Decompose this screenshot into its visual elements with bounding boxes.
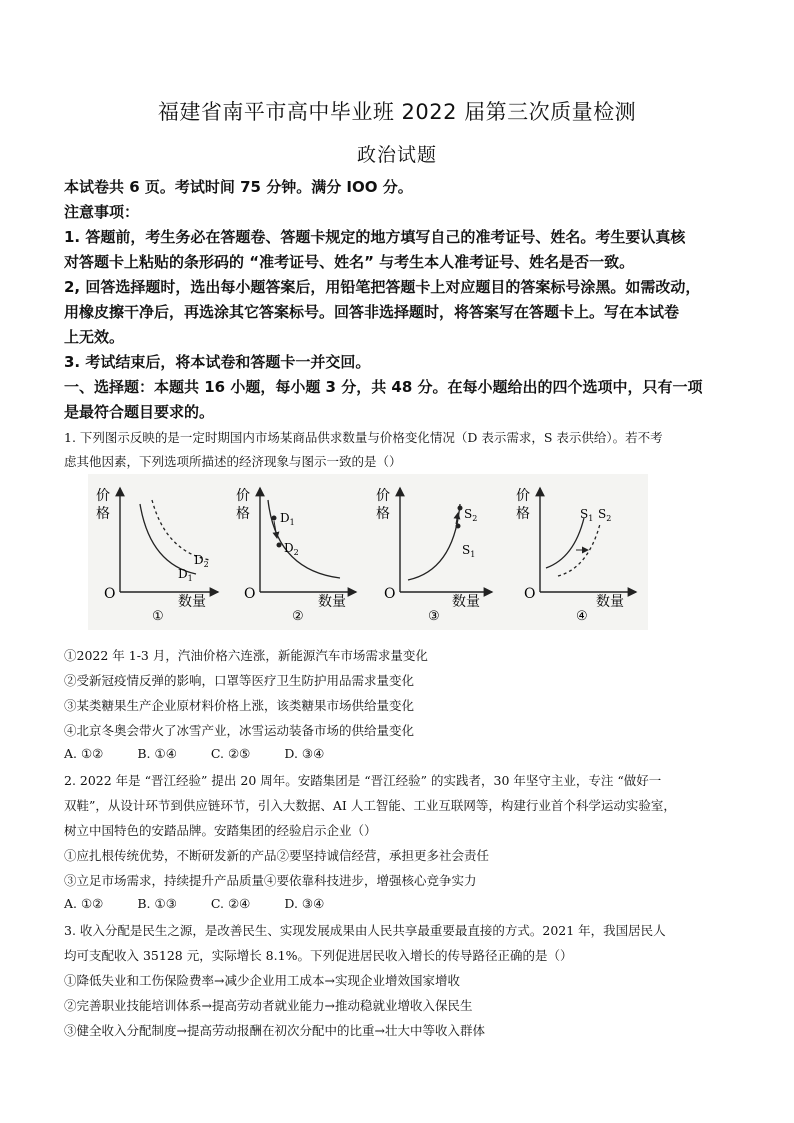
graph-2-curve bbox=[268, 500, 340, 578]
graph-1-label-d1: $D_1$ bbox=[178, 567, 193, 583]
q1-statement-4: ④北京冬奥会带火了冰雪产业，冰雪运动装备市场的供给量变化 bbox=[64, 723, 415, 738]
q1-options bbox=[64, 746, 732, 761]
graph-2-number: ② bbox=[292, 609, 304, 624]
q2-option-d[interactable]: D. ③④ bbox=[284, 896, 325, 911]
graph-2-point-d1 bbox=[272, 516, 277, 521]
q3-stem-b: 均可支配收入 35128 元，实际增长 8.1%。下列促进居民收入增长的传导路径正确的是（） bbox=[64, 948, 573, 963]
graph-1 bbox=[96, 488, 218, 624]
graph-4-number: ④ bbox=[576, 609, 588, 624]
graph-3-label-s2: $S_2$ bbox=[464, 507, 478, 523]
notice-2c: 上无效。 bbox=[64, 328, 125, 346]
q2-stem-a: 2. 2022 年是 “晋江经验” 提出 20 周年。安踏集团是 “晋江经验” 的实践者，30 年坚守主业，专注 “做好一 bbox=[64, 773, 662, 788]
q1-graphs-svg bbox=[88, 474, 648, 630]
q2-option-b[interactable]: B. ①③ bbox=[137, 896, 177, 911]
q3-stem-a: 3. 收入分配是民生之源，是改善民生、实现发展成果由人民共享最重要最直接的方式。2021 年，我国居民人 bbox=[64, 923, 666, 938]
graph-4-xlabel: 数量 bbox=[596, 594, 624, 610]
section-1-heading-a: 一、选择题：本题共 16 小题，每小题 3 分，共 48 分。在每小题给出的四个选项中，只有一项 bbox=[64, 378, 703, 396]
q2-stem-c: 树立中国特色的安踏品牌。安踏集团的经验启示企业（） bbox=[64, 823, 377, 838]
q2-option-c[interactable]: C. ②④ bbox=[210, 896, 251, 911]
graph-4-label-s1: $S_1$ bbox=[580, 507, 594, 523]
graph-1-ylabel-b: 格 bbox=[96, 506, 110, 522]
graph-3 bbox=[376, 488, 492, 624]
notice-1b: 对答题卡上粘贴的条形码的 “准考证号、姓名” 与考生本人准考证号、姓名是否一致。 bbox=[64, 253, 635, 271]
graph-2-ylabel-a: 价 bbox=[236, 488, 250, 504]
q2-options bbox=[64, 896, 732, 911]
exam-subtitle: 政治试题 bbox=[356, 144, 437, 166]
q1-statement-3: ③某类糖果生产企业原材料价格上涨，该类糖果市场供给量变化 bbox=[64, 698, 415, 713]
graph-2-label-d1: $D_1$ bbox=[280, 511, 295, 527]
graph-3-curve bbox=[408, 504, 460, 580]
q2-option-a[interactable]: A. ①② bbox=[64, 896, 104, 911]
graph-4-ylabel-b: 格 bbox=[516, 506, 530, 522]
graph-3-ylabel-b: 格 bbox=[376, 506, 390, 522]
graph-4-ylabel-a: 价 bbox=[516, 488, 530, 504]
graph-3-number: ③ bbox=[428, 609, 440, 624]
q1-option-b[interactable]: B. ①④ bbox=[137, 746, 177, 761]
graph-1-curve-d1 bbox=[140, 504, 196, 574]
graph-4 bbox=[516, 488, 636, 624]
graph-4-origin: O bbox=[524, 586, 536, 602]
notice-1a: 1. 答题前，考生务必在答题卷、答题卡规定的地方填写自己的准考证号、姓名。考生要认真核 bbox=[64, 228, 686, 246]
graph-2-label-d2: $D_2$ bbox=[284, 541, 299, 557]
graph-3-xlabel: 数量 bbox=[452, 594, 480, 610]
q1-option-d[interactable]: D. ③④ bbox=[284, 746, 325, 761]
graph-3-label-s1: $S_1$ bbox=[462, 543, 476, 559]
graph-1-curve-d2 bbox=[152, 500, 210, 560]
graph-1-label-d2: $D_2$ bbox=[194, 553, 209, 569]
graph-4-label-s2: $S_2$ bbox=[598, 507, 612, 523]
q3-statement-2: ②完善职业技能培训体系→提高劳动者就业能力→推动稳就业增收入保民生 bbox=[64, 998, 473, 1013]
q1-stem-a: 1. 下列图示反映的是一定时期国内市场某商品供求数量与价格变化情况（D 表示需求，S 表示供给）。若不考 bbox=[64, 430, 663, 445]
q1-statement-2: ②受新冠疫情反弹的影响，口罩等医疗卫生防护用品需求量变化 bbox=[64, 673, 415, 688]
section-1-heading-b: 是最符合题目要求的。 bbox=[64, 403, 215, 421]
exam-info: 本试卷共 6 页。考试时间 75 分钟。满分 IOO 分。 bbox=[64, 178, 413, 196]
graph-2-origin: O bbox=[244, 586, 256, 602]
notice-2a: 2, 回答选择题时，选出每小题答案后，用铅笔把答题卡上对应题目的答案标号涂黑。如需改动， bbox=[64, 278, 701, 296]
graph-1-origin: O bbox=[104, 586, 116, 602]
graph-1-number: ① bbox=[152, 609, 164, 624]
q3-statement-3: ③健全收入分配制度→提高劳动报酬在初次分配中的比重→壮大中等收入群体 bbox=[64, 1023, 485, 1038]
q1-figure bbox=[88, 474, 648, 630]
graph-3-ylabel-a: 价 bbox=[376, 488, 390, 504]
graph-2-point-d2 bbox=[277, 543, 282, 548]
graph-4-curve-s1 bbox=[546, 518, 584, 568]
exam-title: 福建省南平市高中毕业班 2022 届第三次质量检测 bbox=[157, 100, 637, 124]
q1-stem-b: 虑其他因素，下列选项所描述的经济现象与图示一致的是（） bbox=[64, 454, 402, 469]
graph-2 bbox=[236, 488, 356, 624]
q2-stem-b: 双鞋”，从设计环节到供应链环节，引入大数据、AI 人工智能、工业互联网等，构建行业首个科学运动实验室， bbox=[64, 798, 676, 813]
q2-statement-1: ①应扎根传统优势，不断研发新的产品②要坚持诚信经营，承担更多社会责任 bbox=[64, 848, 490, 863]
q1-statement-1: ①2022 年 1-3 月，汽油价格六连涨，新能源汽车市场需求量变化 bbox=[64, 648, 428, 663]
graph-3-point-s2 bbox=[458, 506, 463, 511]
notice-2b: 用橡皮擦干净后，再选涂其它答案标号。回答非选择题时，将答案写在答题卡上。写在本试卷 bbox=[64, 303, 680, 321]
graph-2-xlabel: 数量 bbox=[318, 594, 346, 610]
graph-1-ylabel-a: 价 bbox=[96, 488, 110, 504]
graph-2-ylabel-b: 格 bbox=[236, 506, 250, 522]
notice-title: 注意事项： bbox=[64, 203, 140, 221]
q1-option-a[interactable]: A. ①② bbox=[64, 746, 104, 761]
graph-3-point-s1 bbox=[456, 524, 461, 529]
q2-statement-2: ③立足市场需求，持续提升产品质量④要依靠科技进步，增强核心竞争实力 bbox=[64, 873, 477, 888]
graph-3-origin: O bbox=[384, 586, 396, 602]
q3-statement-1: ①降低失业和工伤保险费率→减少企业用工成本→实现企业增效国家增收 bbox=[64, 973, 460, 988]
notice-3: 3. 考试结束后，将本试卷和答题卡一并交回。 bbox=[64, 353, 371, 371]
q1-option-c[interactable]: C. ②⑤ bbox=[210, 746, 251, 761]
graph-1-xlabel: 数量 bbox=[178, 594, 206, 610]
